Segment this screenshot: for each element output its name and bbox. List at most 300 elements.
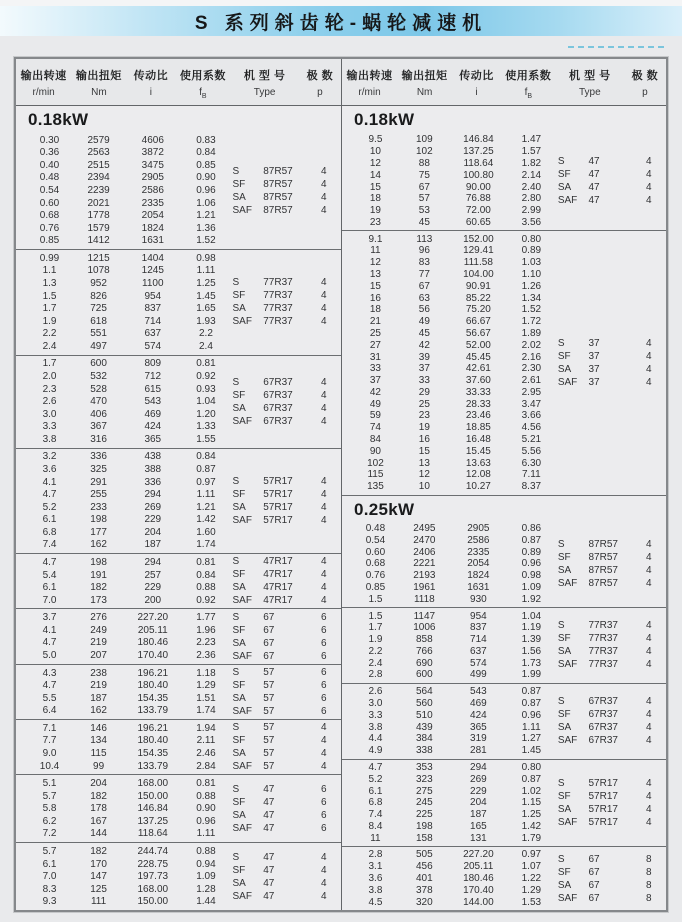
model-prefix: SAF [557, 195, 578, 207]
model-type-row [231, 823, 334, 834]
cell-output-torque: 144 [90, 828, 107, 840]
cell-service-factor: 1.33 [196, 421, 216, 433]
model-type-list [556, 610, 666, 681]
cell-output-speed: 23 [369, 216, 381, 228]
cell-ratio: 2586 [141, 185, 164, 197]
cell-ratio: 137.25 [137, 815, 169, 827]
model-type-row [231, 878, 334, 889]
model-type-row [556, 351, 658, 362]
cell-ratio: 45.45 [465, 351, 491, 363]
model-size: 67 [588, 892, 600, 904]
model-prefix: S [232, 666, 240, 678]
table-row [352, 745, 556, 756]
cell-output-torque: 170 [90, 858, 107, 870]
data-block [16, 719, 341, 774]
model-type-row [231, 502, 334, 513]
cell-service-factor: 3.56 [521, 216, 542, 228]
model-type-row [556, 778, 658, 789]
cell-service-factor: 1.04 [196, 396, 216, 408]
cell-output-torque: 600 [416, 669, 433, 681]
cell-service-factor: 0.92 [196, 594, 216, 606]
cell-output-speed: 4.7 [42, 680, 57, 692]
model-type-row [231, 852, 334, 863]
cell-output-torque: 1147 [413, 610, 436, 622]
cell-service-factor: 2.30 [521, 363, 542, 375]
cell-output-speed: 1.1 [42, 265, 57, 277]
cell-service-factor: 2.11 [196, 735, 216, 747]
data-block [342, 132, 666, 230]
cell-output-torque: 1118 [413, 593, 435, 605]
table-row [26, 160, 231, 171]
model-poles: 4 [321, 303, 327, 315]
cell-ratio: 229 [144, 514, 162, 526]
cell-output-speed: 135 [367, 481, 384, 493]
table-row [352, 304, 556, 315]
model-type-row [556, 722, 658, 733]
cell-output-speed: 5.8 [42, 803, 57, 815]
model-type-row [556, 156, 658, 167]
header-unit: Type [253, 86, 276, 98]
cell-output-torque: 323 [416, 773, 433, 785]
cell-service-factor: 1.93 [196, 315, 216, 327]
cell-output-torque: 177 [90, 526, 107, 538]
cell-output-speed: 10 [369, 146, 381, 158]
cell-ratio: 294 [144, 556, 162, 568]
cell-output-torque: 1215 [87, 252, 110, 264]
cell-output-torque: 42 [418, 339, 430, 351]
data-block [16, 132, 341, 249]
header-units-row [16, 83, 341, 100]
model-poles: 4 [321, 864, 327, 876]
model-type-row [556, 893, 658, 904]
model-type-row [556, 791, 658, 802]
cell-output-torque: 83 [418, 257, 430, 269]
cell-ratio: 196.21 [137, 667, 169, 679]
table-row [26, 859, 231, 870]
model-type-list [231, 845, 342, 908]
cell-output-torque: 37 [418, 363, 430, 375]
model-prefix: SF [232, 864, 246, 876]
cell-service-factor: 1.18 [196, 667, 216, 679]
cell-ratio: 133.79 [137, 705, 169, 717]
cell-ratio: 2335 [141, 197, 164, 209]
table-row [352, 762, 556, 773]
cell-output-speed: 0.85 [365, 581, 386, 593]
cell-service-factor: 2.80 [521, 193, 542, 205]
cell-output-speed: 5.7 [42, 790, 57, 802]
cell-output-speed: 1.7 [42, 303, 57, 315]
cell-service-factor: 1.34 [521, 292, 542, 304]
cell-output-speed: 4.4 [368, 733, 383, 745]
table-row [352, 158, 556, 169]
table-row [352, 193, 556, 204]
numeric-columns [16, 611, 231, 661]
cell-output-speed: 3.3 [42, 421, 57, 433]
cell-ratio: 131 [470, 832, 487, 844]
cell-service-factor: 1.15 [521, 797, 542, 809]
cell-output-torque: 1006 [413, 622, 436, 634]
cell-service-factor: 3.47 [521, 398, 542, 410]
cell-output-torque: 551 [90, 328, 107, 340]
model-poles: 4 [321, 595, 327, 607]
model-size: 47 [263, 851, 275, 863]
table-row [26, 816, 231, 827]
model-poles: 4 [321, 475, 327, 487]
cell-service-factor: 1.09 [196, 871, 216, 883]
cell-output-speed: 1.5 [368, 593, 383, 605]
cell-output-torque: 204 [90, 778, 107, 790]
model-prefix: SAF [232, 650, 252, 662]
cell-output-torque: 45 [418, 327, 430, 339]
model-type-list [556, 762, 666, 845]
numeric-columns [16, 252, 231, 353]
model-prefix: SA [232, 692, 246, 704]
header-label: 使用系数 [505, 69, 552, 82]
cell-ratio: 637 [144, 328, 162, 340]
table-row [352, 558, 556, 569]
cell-ratio: 712 [144, 371, 162, 383]
table-row [352, 446, 556, 457]
model-size: 67 [263, 650, 275, 662]
cell-service-factor: 1.26 [521, 280, 542, 292]
data-block [16, 664, 341, 719]
model-poles: 6 [321, 624, 327, 636]
model-prefix: SAF [232, 822, 252, 834]
model-poles: 4 [321, 877, 327, 889]
cell-ratio: 165 [470, 820, 487, 832]
model-size: 57 [263, 705, 275, 717]
cell-output-speed: 2.6 [42, 396, 57, 408]
cell-output-speed: 11 [370, 245, 381, 257]
model-prefix: SF [557, 709, 571, 721]
power-rating-header: 0.18kW [28, 110, 89, 129]
cell-output-speed: 3.1 [368, 861, 383, 873]
cell-output-torque: 207 [90, 649, 107, 661]
numeric-columns [16, 845, 231, 908]
cell-service-factor: 1.96 [196, 624, 216, 636]
cell-output-speed: 4.3 [42, 667, 57, 679]
cell-output-speed: 74 [369, 422, 381, 434]
cell-output-speed: 3.8 [42, 433, 57, 445]
table-row [352, 821, 556, 832]
cell-output-speed: 3.0 [42, 408, 57, 420]
table-row [26, 265, 231, 276]
cell-service-factor: 1.42 [196, 514, 216, 526]
model-size: 77R37 [588, 646, 618, 658]
model-poles: 4 [646, 182, 652, 194]
cell-service-factor: 0.87 [521, 686, 542, 698]
model-size: 47R17 [263, 595, 293, 607]
model-poles: 6 [321, 679, 327, 691]
cell-output-speed: 18 [369, 304, 381, 316]
cell-service-factor: 2.95 [521, 386, 542, 398]
model-prefix: SAF [232, 204, 252, 216]
model-size: 47 [263, 822, 275, 834]
model-prefix: SAF [232, 705, 252, 717]
model-size: 37 [588, 337, 600, 349]
header-unit: r/min [32, 86, 55, 98]
table-row [26, 464, 231, 475]
cell-output-speed: 1.7 [368, 622, 383, 634]
cell-output-speed: 0.68 [39, 210, 60, 222]
model-poles: 6 [321, 796, 327, 808]
cell-service-factor: 1.07 [521, 861, 542, 873]
cell-ratio: 2054 [467, 558, 490, 570]
cell-output-speed: 6.1 [42, 582, 57, 594]
power-rating-header: 0.18kW [354, 110, 415, 129]
model-size: 47 [263, 783, 275, 795]
cell-ratio: 2054 [141, 210, 164, 222]
cell-output-torque: 2221 [413, 558, 436, 570]
model-type-row [231, 625, 334, 636]
model-size: 67 [263, 637, 275, 649]
cell-output-speed: 13 [369, 269, 381, 281]
cell-output-torque: 198 [90, 556, 107, 568]
cell-output-torque: 45 [418, 216, 430, 228]
model-prefix: S [557, 777, 565, 789]
model-size: 87R57 [263, 204, 293, 216]
model-poles: 4 [646, 577, 652, 589]
cell-ratio: 281 [470, 745, 487, 757]
cell-output-speed: 0.48 [365, 523, 386, 534]
cell-output-torque: 158 [416, 832, 433, 844]
cell-ratio: 269 [470, 773, 487, 785]
cell-output-speed: 0.99 [39, 252, 60, 264]
table-row [26, 539, 231, 550]
cell-ratio: 60.65 [465, 216, 491, 228]
model-size: 77R37 [263, 316, 293, 328]
cell-ratio: 469 [144, 408, 162, 420]
cell-output-torque: 238 [90, 667, 107, 679]
cell-output-speed: 6.1 [368, 785, 383, 797]
cell-service-factor: 0.96 [196, 185, 216, 197]
cell-ratio: 154.35 [137, 747, 169, 759]
cell-service-factor: 0.88 [196, 790, 216, 802]
cell-output-torque: 1579 [87, 222, 110, 234]
table-row [352, 146, 556, 157]
model-type-row [231, 784, 334, 795]
data-block [342, 230, 666, 494]
table-row [26, 693, 231, 704]
cell-ratio: 187 [470, 809, 487, 821]
header-labels-row [342, 65, 666, 83]
cell-ratio: 23.46 [465, 410, 491, 422]
cell-ratio: 10.27 [465, 481, 491, 493]
model-prefix: S [557, 156, 565, 168]
cell-output-speed: 5.1 [42, 778, 57, 790]
header-labels-row [16, 65, 341, 83]
cell-ratio: 197.73 [137, 871, 169, 883]
cell-output-speed: 7.0 [42, 594, 57, 606]
table-row [26, 680, 231, 691]
table-row [352, 733, 556, 744]
model-poles: 4 [321, 735, 327, 747]
cell-output-torque: 2394 [87, 172, 110, 184]
cell-service-factor: 1.52 [196, 235, 216, 247]
model-prefix: SA [557, 363, 572, 375]
cell-service-factor: 1.73 [521, 657, 542, 669]
cell-output-torque: 276 [90, 612, 107, 624]
table-row [352, 897, 556, 908]
model-type-list [231, 722, 342, 772]
cell-service-factor: 0.84 [196, 451, 216, 463]
cell-output-speed: 3.2 [42, 451, 57, 463]
cell-output-torque: 225 [416, 809, 433, 821]
cell-output-speed: 1.3 [42, 278, 57, 290]
cell-output-speed: 0.54 [39, 185, 60, 197]
cell-ratio: 2586 [467, 534, 490, 546]
cell-output-torque: 1961 [413, 581, 436, 593]
cell-service-factor: 0.80 [521, 761, 542, 773]
cell-output-torque: 1078 [87, 265, 110, 277]
cell-output-torque: 858 [416, 634, 433, 646]
cell-ratio: 15.45 [465, 445, 491, 457]
cell-ratio: 66.67 [465, 316, 491, 328]
table-row [26, 291, 231, 302]
table-row [352, 293, 556, 304]
table-row [352, 570, 556, 581]
cell-service-factor: 1.03 [521, 257, 542, 269]
model-prefix: SAF [232, 761, 252, 773]
model-prefix: SAF [232, 514, 252, 526]
table-row [26, 135, 231, 146]
model-size: 67 [588, 879, 600, 891]
cell-service-factor: 1.04 [521, 610, 542, 622]
cell-output-speed: 31 [369, 351, 381, 363]
cell-service-factor: 0.80 [521, 233, 542, 245]
cell-ratio: 2335 [467, 546, 490, 558]
model-type-row [231, 556, 334, 567]
model-prefix: SAF [557, 577, 578, 589]
model-prefix: SAF [557, 735, 578, 747]
model-size: 77R37 [263, 303, 293, 315]
cell-service-factor: 1.09 [521, 581, 542, 593]
cell-output-torque: 2563 [87, 147, 110, 159]
cell-service-factor: 0.90 [196, 803, 216, 815]
model-poles: 6 [321, 705, 327, 717]
data-block [16, 842, 341, 910]
data-block [16, 448, 341, 554]
model-size: 57 [263, 722, 275, 734]
cell-output-speed: 84 [369, 433, 381, 445]
cell-output-speed: 90 [369, 445, 381, 457]
cell-service-factor: 2.99 [521, 205, 542, 217]
table-row [352, 722, 556, 733]
cell-service-factor: 1.47 [521, 134, 542, 146]
header-label: 传动比 [459, 69, 494, 82]
model-poles: 4 [646, 709, 652, 721]
cell-output-torque: 1412 [87, 235, 110, 247]
cell-service-factor: 0.87 [196, 464, 216, 475]
cell-output-speed: 7.7 [42, 735, 57, 747]
model-size: 37 [588, 350, 600, 362]
data-block [342, 607, 666, 683]
cell-ratio: 18.85 [465, 422, 491, 434]
table-body-right [342, 106, 666, 910]
table-row [26, 612, 231, 623]
cell-output-speed: 6.1 [42, 858, 57, 870]
model-prefix: S [557, 620, 565, 632]
cell-output-torque: 162 [90, 705, 107, 717]
cell-ratio: 152.00 [463, 233, 494, 245]
cell-ratio: 714 [470, 634, 487, 646]
model-poles: 8 [646, 866, 652, 878]
cell-output-speed: 4.1 [42, 624, 57, 636]
model-type-row [231, 748, 334, 759]
cell-service-factor: 1.94 [196, 722, 216, 734]
cell-ratio: 294 [144, 489, 162, 501]
cell-output-speed: 2.4 [42, 340, 57, 352]
table-row [26, 502, 231, 513]
cell-output-torque: 725 [90, 303, 107, 315]
cell-output-torque: 178 [90, 803, 107, 815]
model-prefix: SF [232, 624, 246, 636]
cell-service-factor: 1.27 [521, 733, 542, 745]
watermark-dashes [568, 46, 664, 48]
table-row [26, 384, 231, 395]
model-poles: 4 [321, 514, 327, 526]
model-prefix: SF [557, 169, 571, 181]
model-size: 67 [263, 624, 275, 636]
model-type-row [231, 277, 334, 288]
cell-ratio: 13.63 [465, 457, 491, 469]
header-unit: p [642, 86, 648, 98]
model-size: 47 [588, 182, 600, 194]
cell-output-torque: 952 [90, 278, 107, 290]
model-poles: 6 [321, 822, 327, 834]
cell-service-factor: 0.81 [196, 358, 216, 370]
header-unit: i [149, 86, 152, 98]
cell-ratio: 2905 [467, 523, 490, 534]
cell-output-torque: 2470 [413, 534, 436, 546]
numeric-columns [16, 722, 231, 772]
cell-ratio: 180.46 [137, 637, 169, 649]
model-size: 57R17 [263, 501, 293, 513]
cell-ratio: 257 [144, 569, 162, 581]
model-type-row [556, 735, 658, 746]
model-prefix: SF [557, 551, 571, 563]
cell-ratio: 1245 [141, 265, 164, 277]
cell-ratio: 615 [144, 383, 162, 395]
table-row [352, 134, 556, 145]
model-type-list [556, 233, 666, 492]
cell-output-speed: 0.85 [39, 235, 60, 247]
cell-service-factor: 1.11 [196, 489, 216, 501]
table-row [26, 884, 231, 895]
cell-output-torque: 600 [90, 358, 107, 370]
model-size: 57 [263, 679, 275, 691]
cell-ratio: 150.00 [137, 790, 169, 802]
table-row [352, 710, 556, 721]
cell-ratio: 574 [470, 657, 487, 669]
model-type-list [556, 849, 666, 908]
cell-ratio: 100.80 [463, 169, 494, 181]
cell-output-torque: 13 [418, 457, 430, 469]
model-type-row [231, 891, 334, 902]
model-type-row [231, 706, 334, 717]
cell-output-speed: 0.40 [39, 159, 60, 171]
model-poles: 4 [646, 696, 652, 708]
cell-service-factor: 1.51 [196, 692, 216, 704]
cell-output-speed: 9.5 [368, 134, 383, 146]
model-poles: 6 [321, 637, 327, 649]
cell-output-speed: 5.5 [42, 692, 57, 704]
model-poles: 4 [321, 556, 327, 568]
specification-table [14, 57, 668, 912]
model-type-row [231, 810, 334, 821]
cell-ratio: 365 [470, 721, 487, 733]
cell-ratio: 543 [144, 396, 162, 408]
